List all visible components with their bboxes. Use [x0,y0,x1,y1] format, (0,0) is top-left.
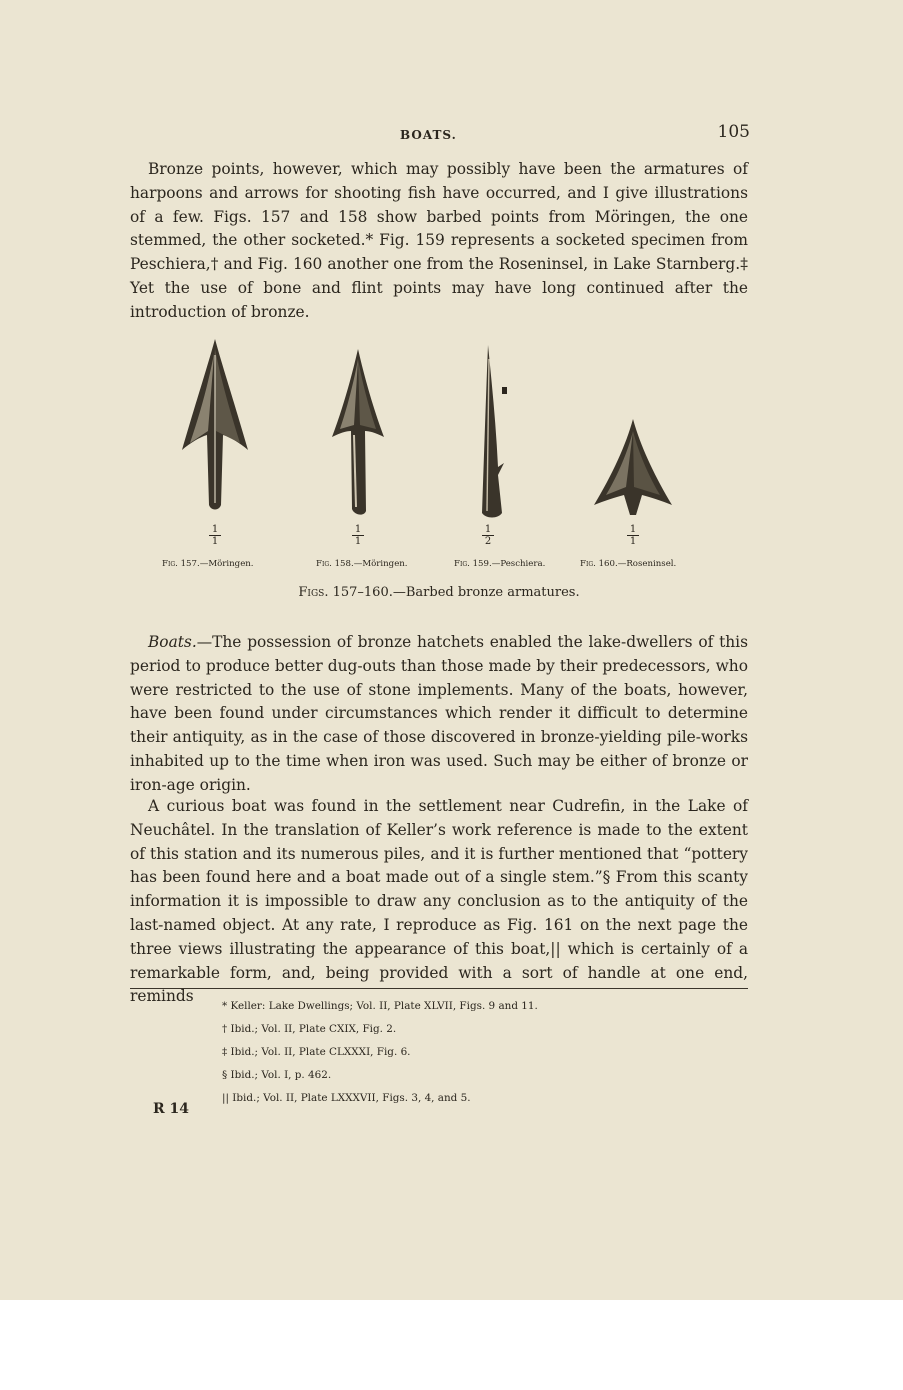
footnote: * Keller: Lake Dwellings; Vol. II, Plate XLVII, Figs. 9 and 11. [222,1000,538,1012]
paragraph-boats-text: —The possession of bronze hatchets enabled the lake-dwellers of this period to produce better dug-outs than those made by their predecessors, who were restricted to the use of stone implements. Many of the boats, however, have been found under circumstances which render it difficult to determine their antiquity, as in the case of those discovered in bronze-yielding pile-works inhabited up to the time when iron was used. Such may be either of bronze or iron-age origin. [130,633,748,794]
running-title: BOATS. [400,128,457,142]
stemmed-barbed-point-icon [170,335,260,520]
figure-160-scale [623,525,643,546]
figure-160-label [580,559,676,569]
figure-159-scale-numerator: 1 [484,524,492,535]
figure-160 [580,335,678,569]
figure-159-label-text: 159.—Peschiera. [472,559,546,569]
paragraph-boats [130,631,748,798]
figure-157-label-prefix: Fig. [162,559,178,569]
figures-caption-prefix: Figs. [298,585,329,600]
figure-160-label-prefix: Fig. [580,559,596,569]
socketed-spike-point-icon [468,335,528,520]
footnote-rule [130,988,748,989]
figure-158-scale-numerator: 1 [354,524,362,535]
figure-157-scale-denominator: 1 [211,536,219,547]
bottom-margin [0,1300,903,1390]
paragraph-cudrefin-boat [130,795,748,1009]
figure-159-label-prefix: Fig. [454,559,470,569]
paragraph-bronze-points-text: Bronze points, however, which may possibly have been the armatures of harpoons and arrows for shooting fish have occurred, and I give illustrations of a few. Figs. 157 and 158 show barbed points from Möringen, the one stemmed, the other socketed.* Fig. 159 represents a socketed specimen from Peschiera,† and Fig. 160 another one from the Roseninsel, in Lake Starnberg.‡ Yet the use of bone and flint points may have long continued after the introduction of bronze. [130,160,748,321]
footnote: ‡ Ibid.; Vol. II, Plate CLXXXI, Fig. 6. [222,1046,411,1058]
figure-159-scale [478,525,498,546]
running-head [150,122,750,150]
figure-158 [316,335,408,569]
figure-157-label-text: 157.—Möringen. [180,559,254,569]
figure-158-label [316,559,408,569]
figure-159-label [454,559,545,569]
figure-160-label-text: 160.—Roseninsel. [598,559,677,569]
footnotes [222,1000,538,1115]
paragraph-bronze-points [130,158,748,325]
figure-157-scale-numerator: 1 [211,524,219,535]
figure-160-scale-denominator: 1 [629,536,637,547]
broad-barbed-point-icon [588,335,678,520]
figure-160-scale-numerator: 1 [629,524,637,535]
figure-158-scale-denominator: 1 [354,536,362,547]
paragraph-boats-lead: Boats. [148,633,197,651]
figure-157 [162,335,260,569]
figures-157-160 [150,335,750,585]
figures-caption-text: 157–160.—Barbed bronze armatures. [332,585,580,600]
figure-158-scale [348,525,368,546]
figure-159 [454,335,546,569]
figure-158-label-text: 158.—Möringen. [334,559,408,569]
figure-157-scale [205,525,225,546]
signature-mark: R 14 [153,1101,189,1117]
footnote: § Ibid.; Vol. I, p. 462. [222,1069,332,1081]
figure-157-label [162,559,254,569]
footnote: || Ibid.; Vol. II, Plate LXXXVII, Figs. 3, 4, and 5. [222,1092,471,1104]
paragraph-cudrefin-boat-text: A curious boat was found in the settlement near Cudrefin, in the Lake of Neuchâtel. In the translation of Keller’s work reference is made to the extent of this station and its numerous piles, and it is further mentioned that “pottery has been found here and a boat made out of a single stem.”§ From this scanty information it is impossible to draw any conclusion as to the antiquity of the last-named object. At any rate, I reproduce as Fig. 161 on the next page the three views illustrating the appearance of this boat,|| which is certainly of a remarkable form, and, being provided with a sort of handle at one end, reminds [130,797,748,1006]
socketed-barbed-point-icon [318,335,398,520]
figure-158-label-prefix: Fig. [316,559,332,569]
figures-caption [130,585,748,600]
figure-159-scale-denominator: 2 [484,536,492,547]
page-number: 105 [717,122,750,142]
footnote: † Ibid.; Vol. II, Plate CXIX, Fig. 2. [222,1023,397,1035]
